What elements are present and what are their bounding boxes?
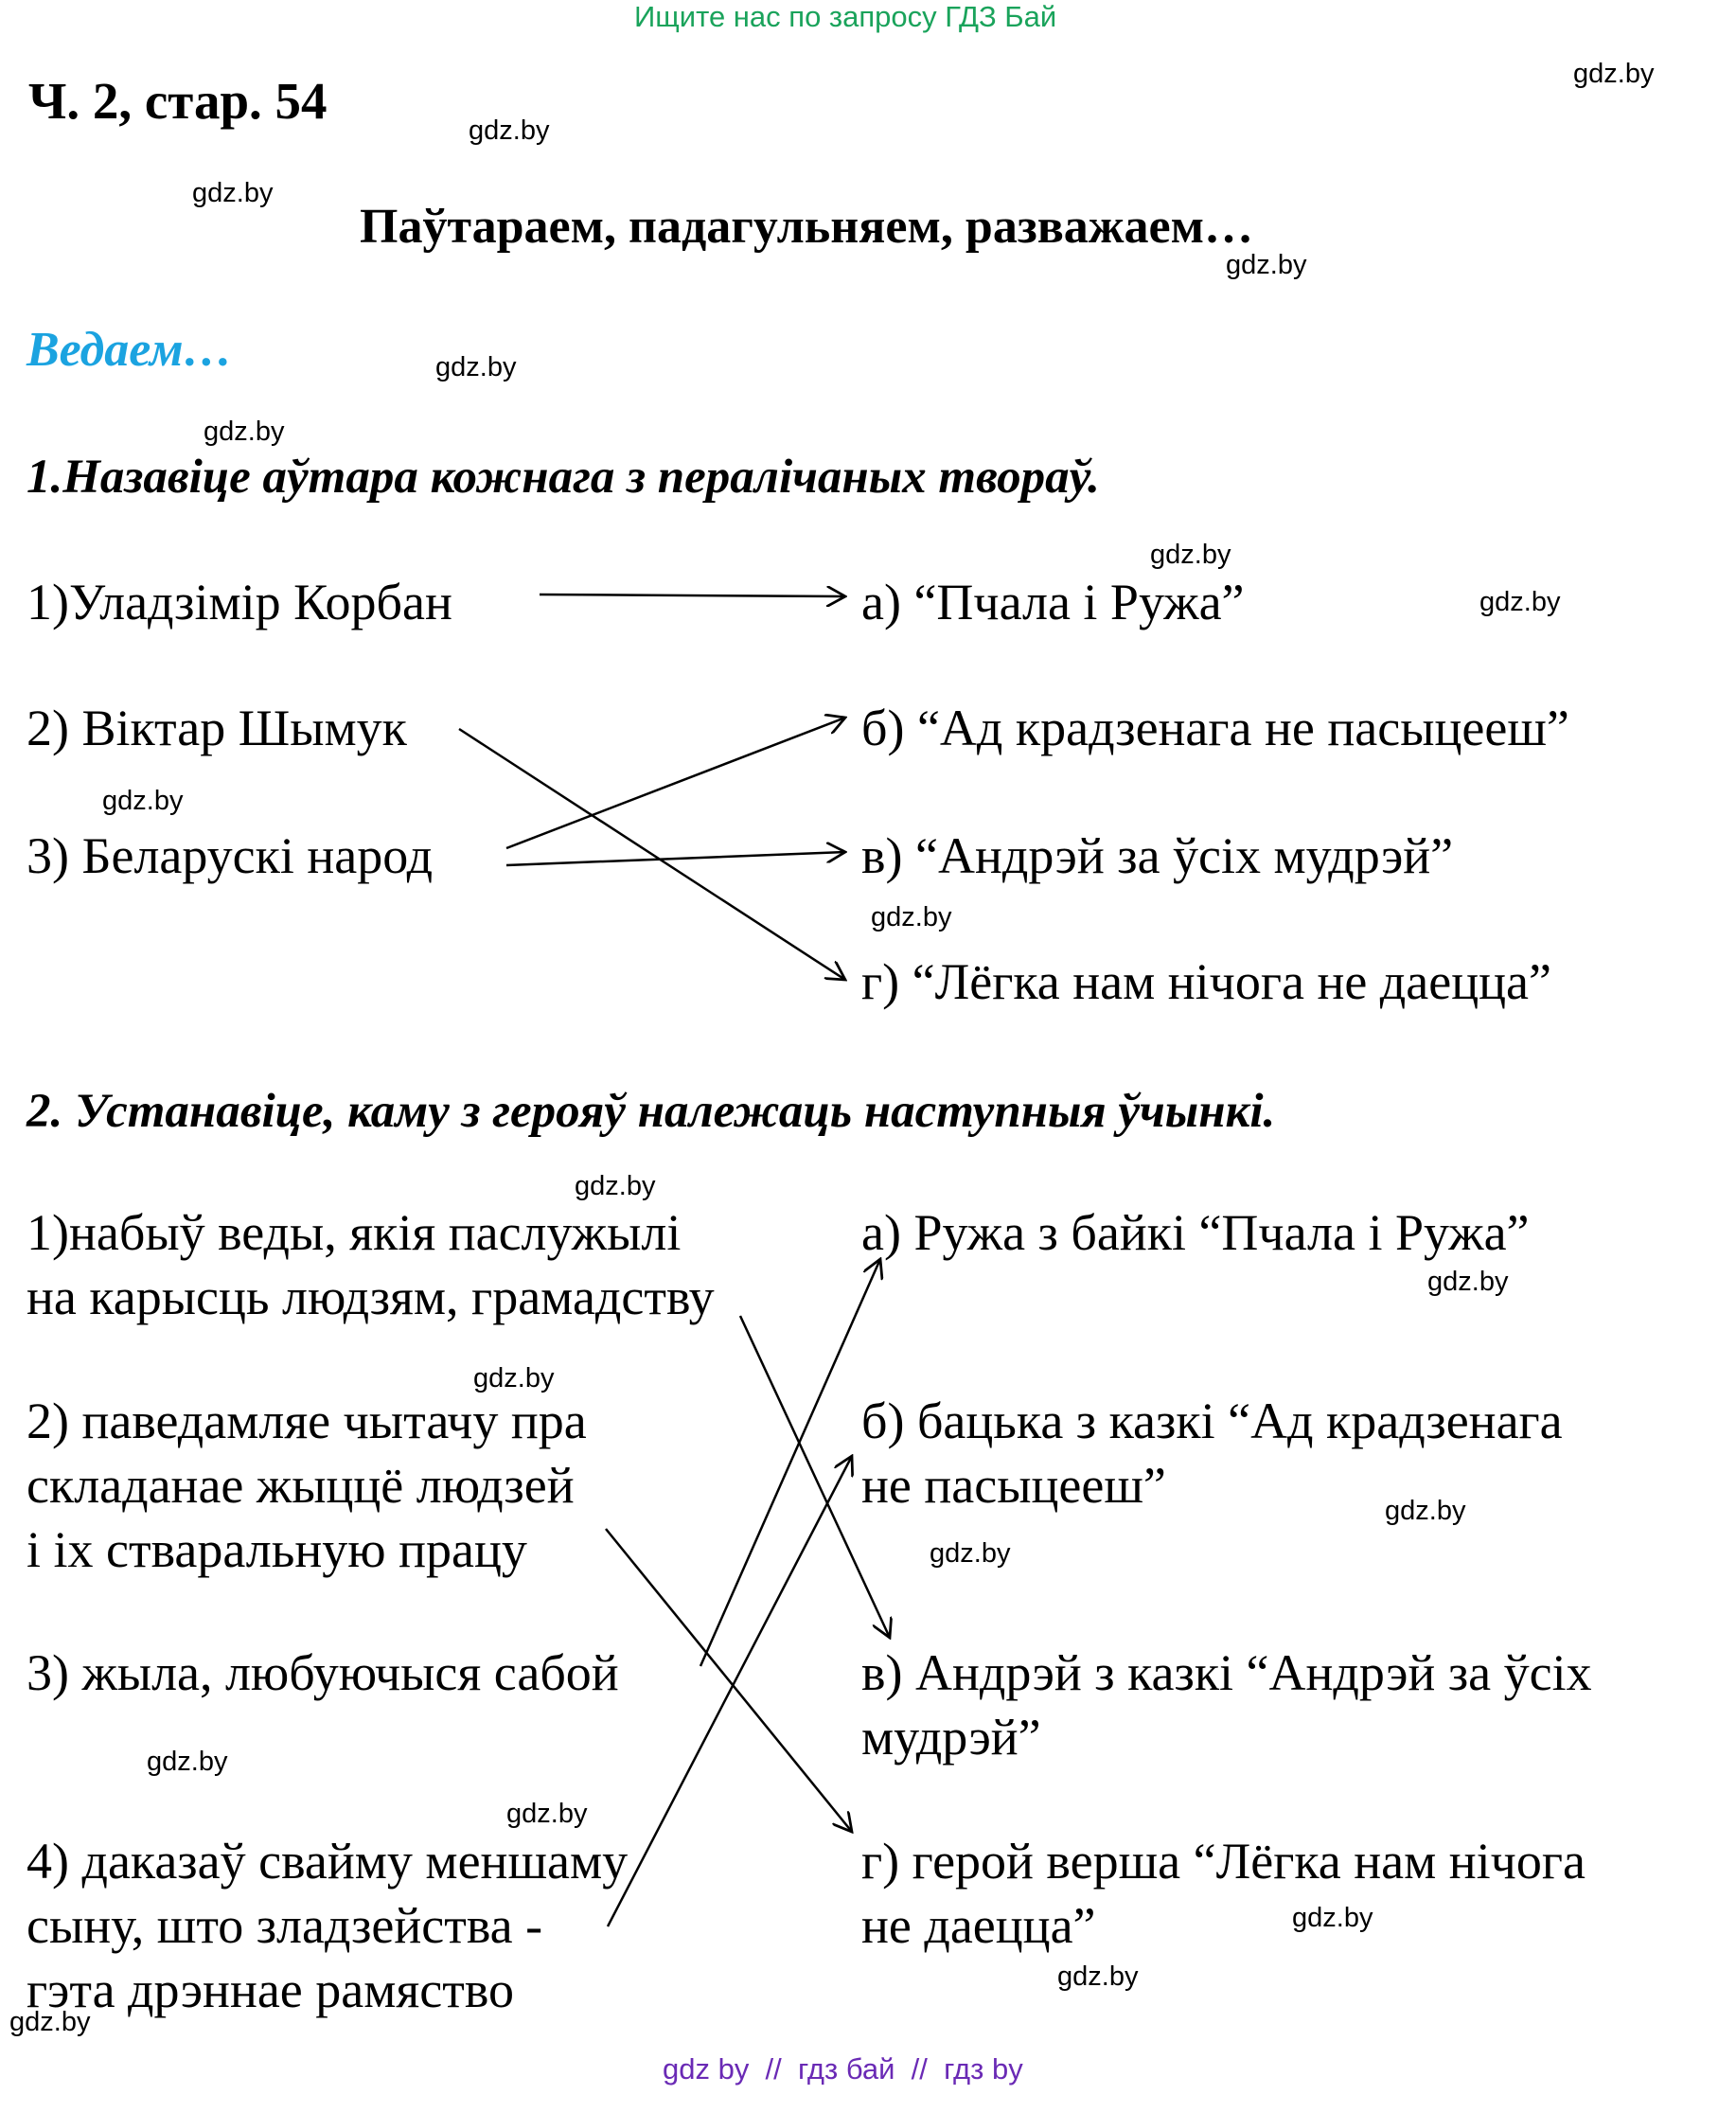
task2-left-4: 4) даказаў свайму меншаму сыну, што зладзейства - гэта дрэннае рамяство <box>27 1833 629 2018</box>
task2-left-1: 1)набыў веды, якія паслужылі на карысць людзям, грамадству <box>27 1204 715 1325</box>
section-title: Ведаем… <box>27 323 233 377</box>
task1-left-1: 1)Уладзімір Корбан <box>27 574 452 630</box>
watermark: gdz.by <box>473 1363 555 1393</box>
arrow-2-2-g <box>606 1529 852 1832</box>
watermark: gdz.by <box>575 1171 656 1201</box>
arrow-2-1-v <box>740 1316 890 1638</box>
watermark: gdz.by <box>102 786 184 816</box>
task1-left-3: 3) Беларускі народ <box>27 827 434 884</box>
watermark: gdz.by <box>1057 1961 1139 1992</box>
top-banner: Ищите нас по запросу ГДЗ Бай <box>634 0 1057 33</box>
task2-right-a: а) Ружа з байкі “Пчала і Ружа” <box>861 1204 1530 1261</box>
page-title: Паўтараем, падагульняем, разважаем… <box>360 200 1253 254</box>
page-reference: Ч. 2, стар. 54 <box>28 72 328 130</box>
arrow-2-4-b <box>608 1456 852 1926</box>
watermark: gdz.by <box>1150 540 1231 570</box>
arrow-3-b <box>506 718 845 848</box>
watermark: gdz.by <box>469 115 550 146</box>
watermark: gdz.by <box>1226 250 1307 280</box>
arrow-1-a <box>540 595 845 596</box>
task2-left-2: 2) паведамляе чытачу пра складанае жыццё людзей і іх стваральную працу <box>27 1393 587 1578</box>
watermark: gdz.by <box>204 417 285 447</box>
task1-title: 1.Назавіце аўтара кожнага з пералічаных твораў. <box>27 451 1100 504</box>
task2-right-b: б) бацька з казкі “Ад крадзенага не пасыцееш” <box>861 1393 1563 1514</box>
footer: gdz by // гдз бай // гдз by <box>663 2052 1023 2085</box>
watermark: gdz.by <box>506 1799 588 1829</box>
watermark: gdz.by <box>1573 59 1655 89</box>
task1-right-d: г) “Лёгка нам нічога не даецца” <box>861 953 1551 1010</box>
task2-right-d: г) герой верша “Лёгка нам нічога не даецца” <box>861 1833 1585 1954</box>
task2-right-c: в) Андрэй з казкі “Андрэй за ўсіх мудрэй” <box>861 1644 1592 1766</box>
watermark: gdz.by <box>1479 587 1561 617</box>
task1-right-c: в) “Андрэй за ўсіх мудрэй” <box>861 827 1454 884</box>
task2-title: 2. Устанавіце, каму з герояў належаць наступныя ўчынкі. <box>27 1085 1276 1138</box>
watermark: gdz.by <box>1427 1267 1509 1297</box>
arrow-3-v <box>506 852 845 865</box>
watermark: gdz.by <box>147 1747 228 1777</box>
watermark: gdz.by <box>435 352 517 382</box>
task1-right-b: б) “Ад крадзенага не пасыцееш” <box>861 700 1569 756</box>
task1-right-a: а) “Пчала і Ружа” <box>861 574 1245 630</box>
watermark: gdz.by <box>1292 1903 1373 1933</box>
watermark: gdz.by <box>871 902 952 932</box>
task2-left-3: 3) жыла, любуючыся сабой <box>27 1644 619 1701</box>
watermark: gdz.by <box>930 1538 1011 1569</box>
watermark: gdz.by <box>192 178 274 208</box>
arrow-2-3-a <box>700 1259 880 1666</box>
task1-left-2: 2) Віктар Шымук <box>27 700 407 756</box>
watermark: gdz.by <box>1385 1496 1466 1526</box>
watermark: gdz.by <box>9 2007 91 2037</box>
